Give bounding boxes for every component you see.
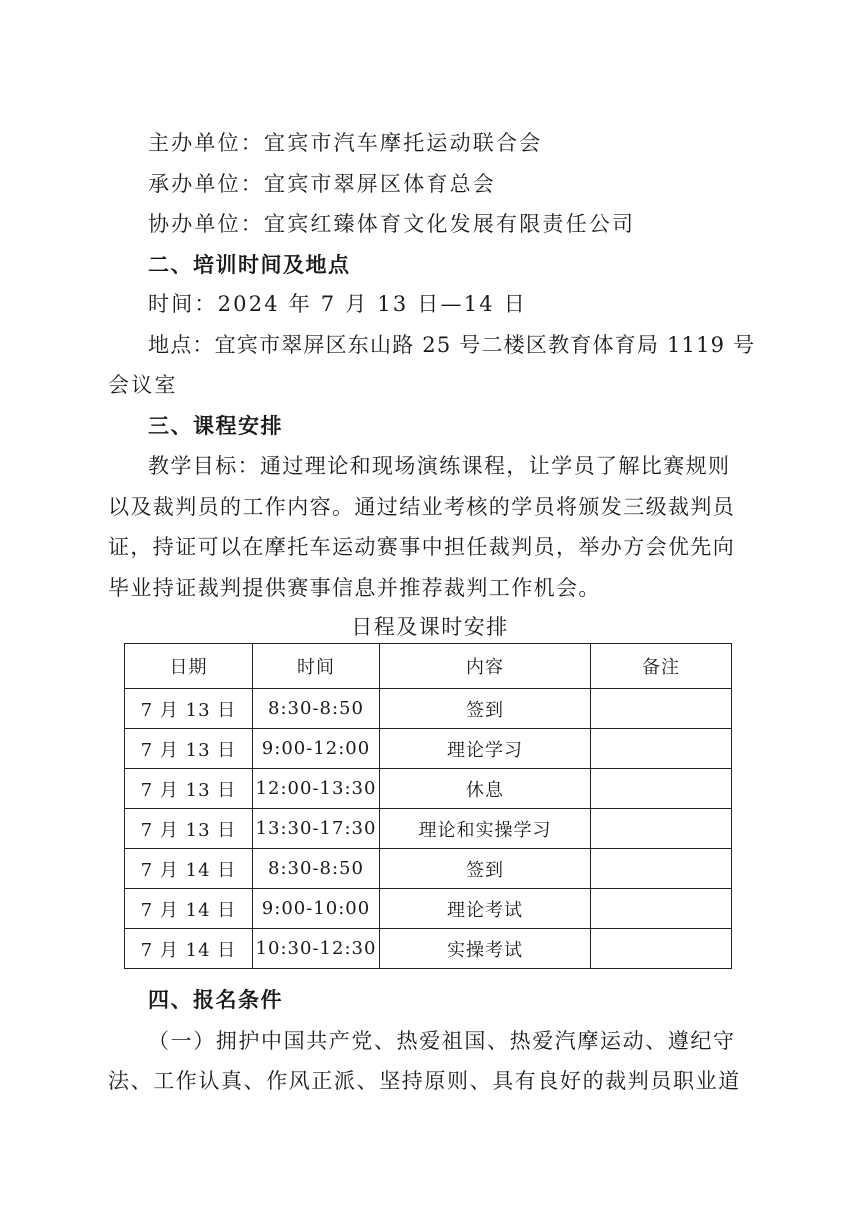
place-line-1: 地点：宜宾市翠屏区东山路 25 号二楼区教育体育局 1119 号 <box>148 333 756 357</box>
goal-line-2: 以及裁判员的工作内容。通过结业考核的学员将颁发三级裁判员 <box>108 495 736 519</box>
cell-date: 7 月 13 日 <box>125 809 253 849</box>
cell-content: 理论学习 <box>380 729 591 769</box>
cell-remark <box>591 849 732 889</box>
cell-content: 休息 <box>380 769 591 809</box>
cell-date: 7 月 13 日 <box>125 729 253 769</box>
cell-remark <box>591 689 732 729</box>
co-organizer-line: 协办单位：宜宾红臻体育文化发展有限责任公司 <box>148 212 636 236</box>
condition-line-1: （一）拥护中国共产党、热爱祖国、热爱汽摩运动、遵纪守 <box>148 1029 736 1053</box>
time-line: 时间：2024 年 7 月 13 日—14 日 <box>148 292 527 316</box>
cell-content: 理论考试 <box>380 889 591 929</box>
schedule-caption: 日程及课时安排 <box>351 615 509 639</box>
cell-time: 13:30-17:30 <box>253 809 380 849</box>
cell-time: 8:30-8:50 <box>253 689 380 729</box>
cell-time: 9:00-10:00 <box>253 889 380 929</box>
cell-remark <box>591 809 732 849</box>
cell-time: 8:30-8:50 <box>253 849 380 889</box>
organizer-line: 主办单位：宜宾市汽车摩托运动联合会 <box>148 131 543 155</box>
cell-date: 7 月 14 日 <box>125 889 253 929</box>
section4-heading: 四、报名条件 <box>148 988 283 1012</box>
cell-date: 7 月 14 日 <box>125 849 253 889</box>
cell-content: 签到 <box>380 689 591 729</box>
header-content: 内容 <box>380 644 591 689</box>
schedule-table <box>124 643 732 969</box>
header-time: 时间 <box>253 644 380 689</box>
cell-time: 10:30-12:30 <box>253 929 380 969</box>
table-row <box>125 689 732 729</box>
table-row <box>125 889 732 929</box>
cell-remark <box>591 889 732 929</box>
section2-heading: 二、培训时间及地点 <box>148 253 351 277</box>
cell-date: 7 月 13 日 <box>125 689 253 729</box>
table-row <box>125 769 732 809</box>
table-row <box>125 929 732 969</box>
table-header-row <box>125 644 732 689</box>
goal-line-4: 毕业持证裁判提供赛事信息并推荐裁判工作机会。 <box>108 576 601 600</box>
cell-time: 12:00-13:30 <box>253 769 380 809</box>
header-date: 日期 <box>125 644 253 689</box>
cell-remark <box>591 769 732 809</box>
condition-line-2: 法、工作认真、作风正派、坚持原则、具有良好的裁判员职业道 <box>108 1069 741 1093</box>
undertaker-line: 承办单位：宜宾市翠屏区体育总会 <box>148 172 496 196</box>
table-row <box>125 809 732 849</box>
cell-date: 7 月 13 日 <box>125 769 253 809</box>
place-line-2: 会议室 <box>108 373 178 397</box>
cell-content: 理论和实操学习 <box>380 809 591 849</box>
cell-time: 9:00-12:00 <box>253 729 380 769</box>
cell-content: 实操考试 <box>380 929 591 969</box>
cell-date: 7 月 14 日 <box>125 929 253 969</box>
goal-line-3: 证，持证可以在摩托车运动赛事中担任裁判员，举办方会优先向 <box>108 535 736 559</box>
table-row <box>125 849 732 889</box>
cell-content: 签到 <box>380 849 591 889</box>
table-row <box>125 729 732 769</box>
section3-heading: 三、课程安排 <box>148 414 283 438</box>
cell-remark <box>591 929 732 969</box>
goal-line-1: 教学目标：通过理论和现场演练课程，让学员了解比赛规则 <box>148 454 731 478</box>
header-remark: 备注 <box>591 644 732 689</box>
cell-remark <box>591 729 732 769</box>
